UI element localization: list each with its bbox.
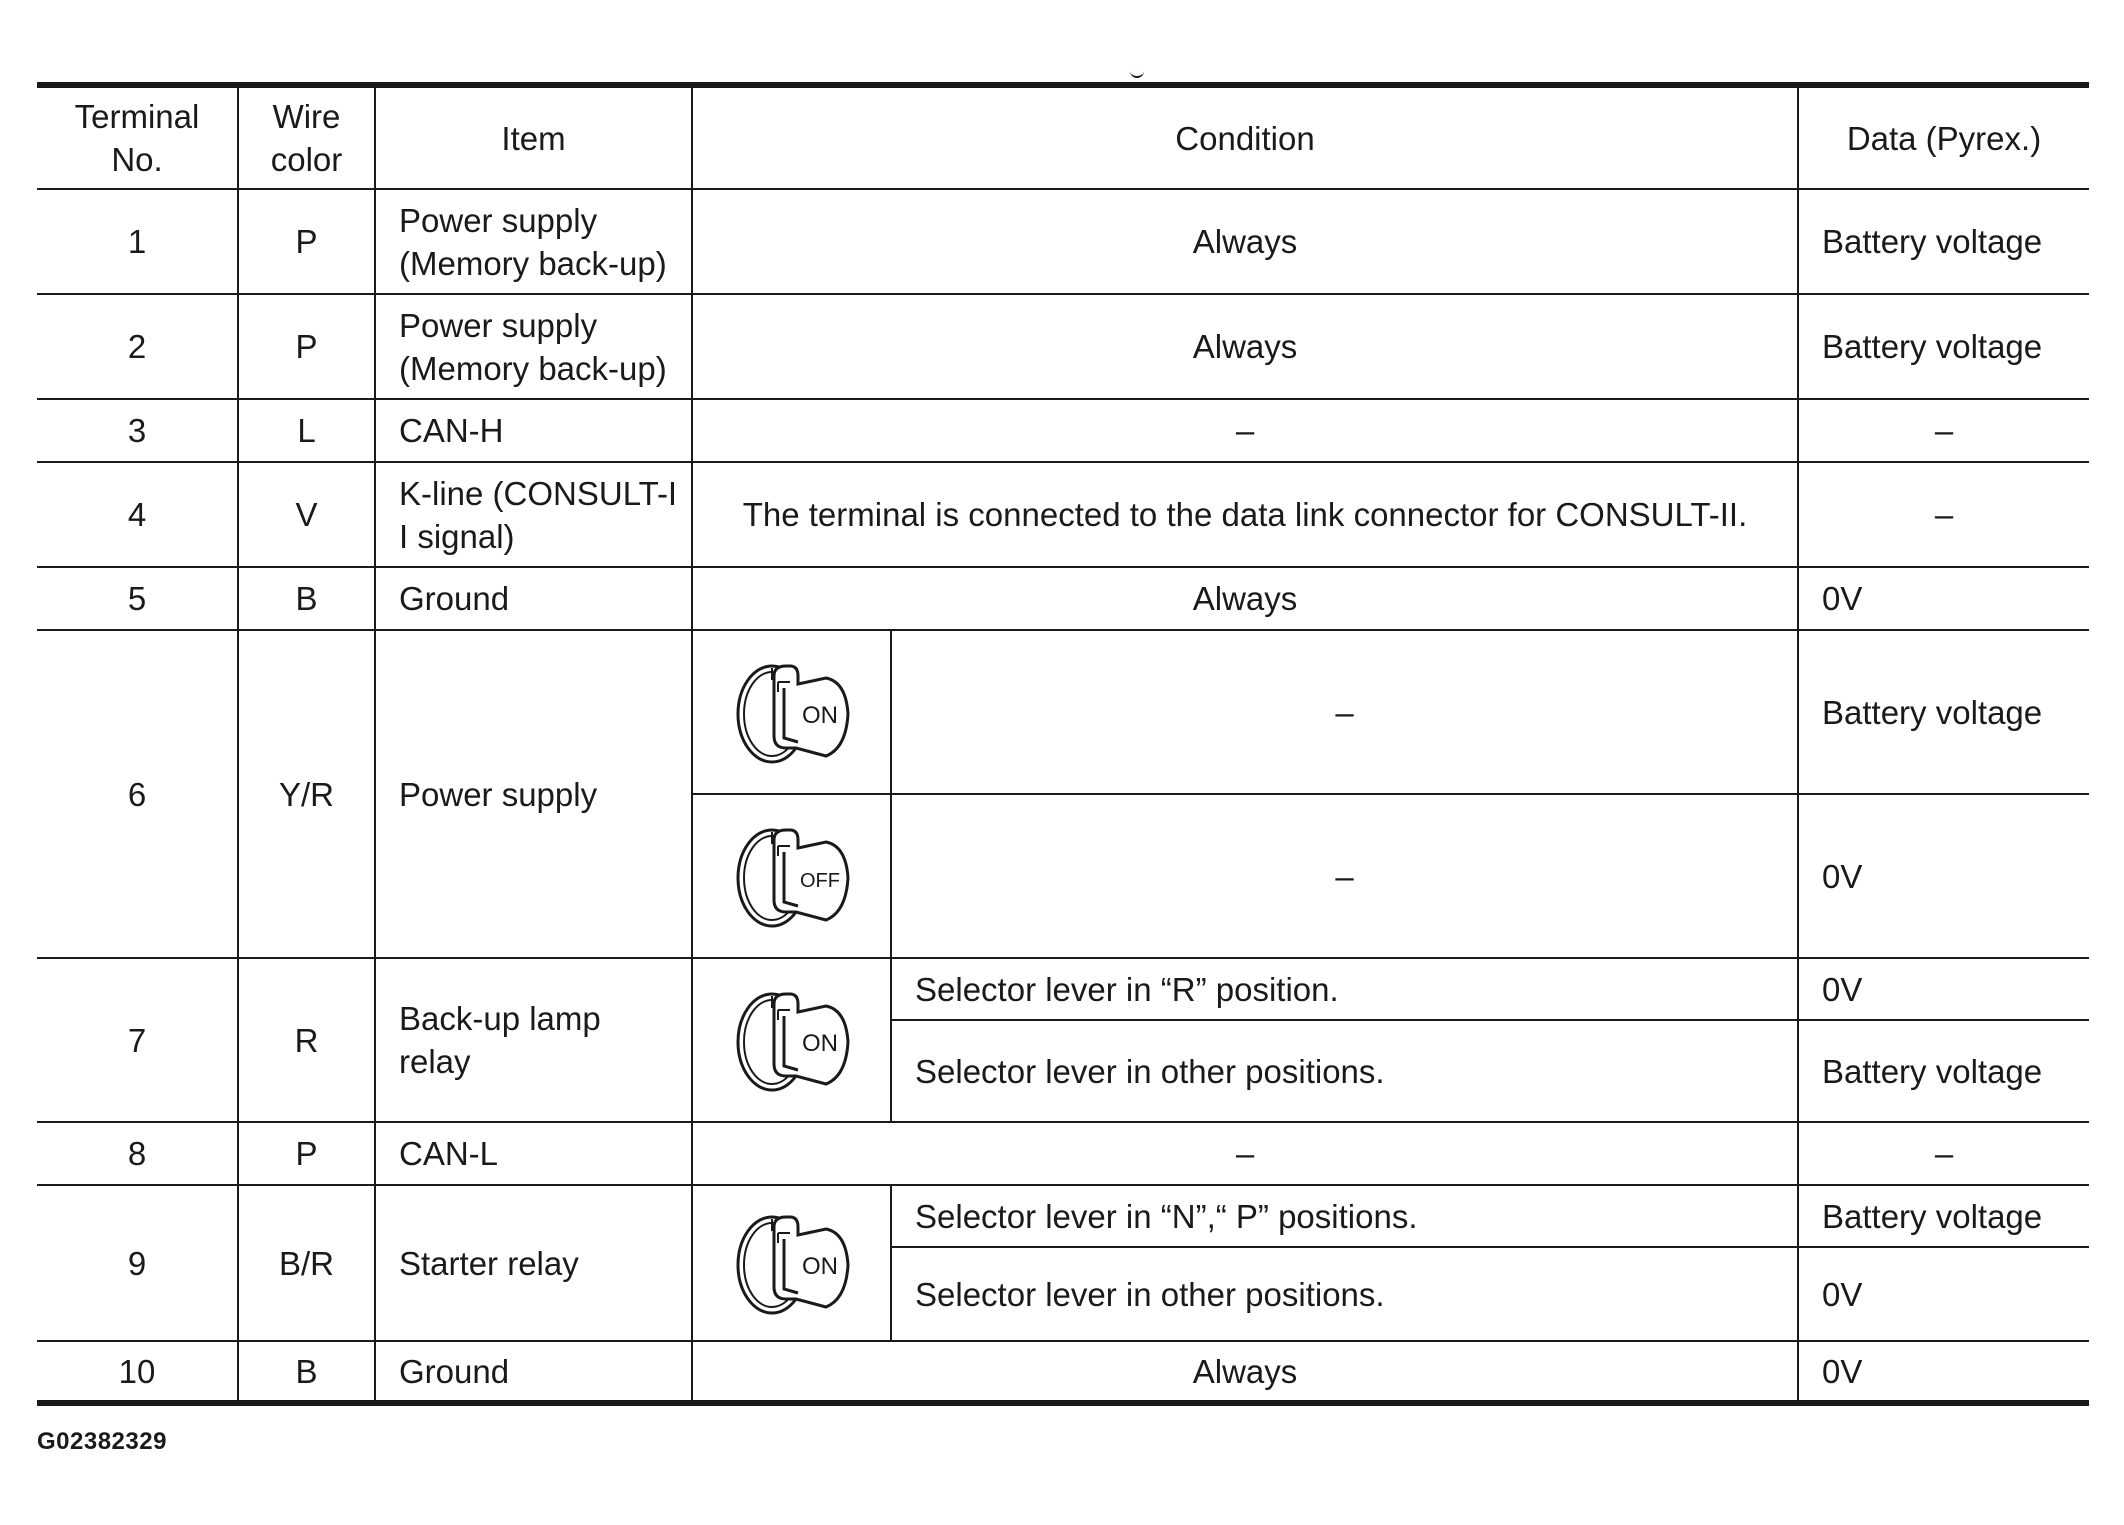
ignition-key-icon xyxy=(728,648,856,776)
terminal-no: 5 xyxy=(37,567,238,630)
data-value: – xyxy=(1798,462,2089,567)
ignition-key-on-cell xyxy=(692,958,891,1122)
key-label: ON xyxy=(801,1030,838,1057)
condition: The terminal is connected to the data link connector for CONSULT-II. xyxy=(692,462,1798,567)
table-row xyxy=(37,1341,2089,1403)
table-row xyxy=(37,189,2089,294)
header-wire-color: Wire color xyxy=(238,85,375,189)
condition: Selector lever in “N”,“ P” positions. xyxy=(891,1185,1798,1247)
data-value: Battery voltage xyxy=(1798,1020,2089,1122)
wire-color: B xyxy=(238,567,375,630)
data-value: 0V xyxy=(1798,1247,2089,1341)
data-value: 0V xyxy=(1798,567,2089,630)
terminal-no: 2 xyxy=(37,294,238,399)
condition: – xyxy=(692,1122,1798,1185)
data-value: 0V xyxy=(1798,958,2089,1020)
terminal-no: 6 xyxy=(37,630,238,958)
data-value: – xyxy=(1798,399,2089,462)
condition: Selector lever in other positions. xyxy=(891,1020,1798,1122)
table-row xyxy=(37,567,2089,630)
table-row xyxy=(37,294,2089,399)
top-mark xyxy=(1130,70,1144,78)
header-condition: Condition xyxy=(692,85,1798,189)
header-item: Item xyxy=(375,85,692,189)
header-row xyxy=(37,85,2089,189)
item: Starter relay xyxy=(375,1185,692,1341)
ignition-key-icon xyxy=(728,812,856,940)
terminal-no: 7 xyxy=(37,958,238,1122)
wire-color: V xyxy=(238,462,375,567)
item: Ground xyxy=(375,1341,692,1403)
wire-color: B xyxy=(238,1341,375,1403)
terminal-table xyxy=(37,82,2089,1406)
ignition-key-icon xyxy=(728,976,856,1104)
ignition-key-on-cell xyxy=(692,630,891,794)
header-terminal-no: Terminal No. xyxy=(37,85,238,189)
wire-color: P xyxy=(238,294,375,399)
wire-color: L xyxy=(238,399,375,462)
wire-color: B/R xyxy=(238,1185,375,1341)
condition: Always xyxy=(692,294,1798,399)
data-value: – xyxy=(1798,1122,2089,1185)
table-row xyxy=(37,462,2089,567)
key-label: ON xyxy=(801,1253,838,1280)
data-value: 0V xyxy=(1798,794,2089,958)
ignition-key-off-cell xyxy=(692,794,891,958)
terminal-no: 4 xyxy=(37,462,238,567)
terminal-no: 8 xyxy=(37,1122,238,1185)
figure-code: G02382329 xyxy=(37,1428,167,1455)
condition: Selector lever in other positions. xyxy=(891,1247,1798,1341)
table-row xyxy=(37,399,2089,462)
condition: Selector lever in “R” position. xyxy=(891,958,1798,1020)
ignition-key-on-cell xyxy=(692,1185,891,1341)
item: CAN-L xyxy=(375,1122,692,1185)
terminal-no: 9 xyxy=(37,1185,238,1341)
table-row xyxy=(37,1185,2089,1247)
data-value: Battery voltage xyxy=(1798,189,2089,294)
table-row xyxy=(37,958,2089,1020)
wire-color: R xyxy=(238,958,375,1122)
item: Power supply (Memory back-up) xyxy=(375,294,692,399)
ignition-key-icon xyxy=(728,1199,856,1327)
terminal-no: 3 xyxy=(37,399,238,462)
table-row xyxy=(37,630,2089,794)
condition: Always xyxy=(692,567,1798,630)
data-value: Battery voltage xyxy=(1798,1185,2089,1247)
terminal-no: 10 xyxy=(37,1341,238,1403)
terminal-table-container xyxy=(37,82,2089,1406)
condition: – xyxy=(692,399,1798,462)
wire-color: P xyxy=(238,1122,375,1185)
item: Power supply xyxy=(375,630,692,958)
item: K-line (CONSULT-II signal) xyxy=(375,462,692,567)
key-label: ON xyxy=(801,702,838,729)
data-value: Battery voltage xyxy=(1798,630,2089,794)
terminal-no: 1 xyxy=(37,189,238,294)
condition: – xyxy=(891,630,1798,794)
wire-color: P xyxy=(238,189,375,294)
item: Power supply (Memory back-up) xyxy=(375,189,692,294)
item: CAN-H xyxy=(375,399,692,462)
wire-color: Y/R xyxy=(238,630,375,958)
key-label: OFF xyxy=(799,870,840,892)
item: Ground xyxy=(375,567,692,630)
condition: Always xyxy=(692,1341,1798,1403)
header-data: Data (Pyrex.) xyxy=(1798,85,2089,189)
data-value: 0V xyxy=(1798,1341,2089,1403)
condition: – xyxy=(891,794,1798,958)
item: Back-up lamp relay xyxy=(375,958,692,1122)
data-value: Battery voltage xyxy=(1798,294,2089,399)
table-row xyxy=(37,1122,2089,1185)
condition: Always xyxy=(692,189,1798,294)
